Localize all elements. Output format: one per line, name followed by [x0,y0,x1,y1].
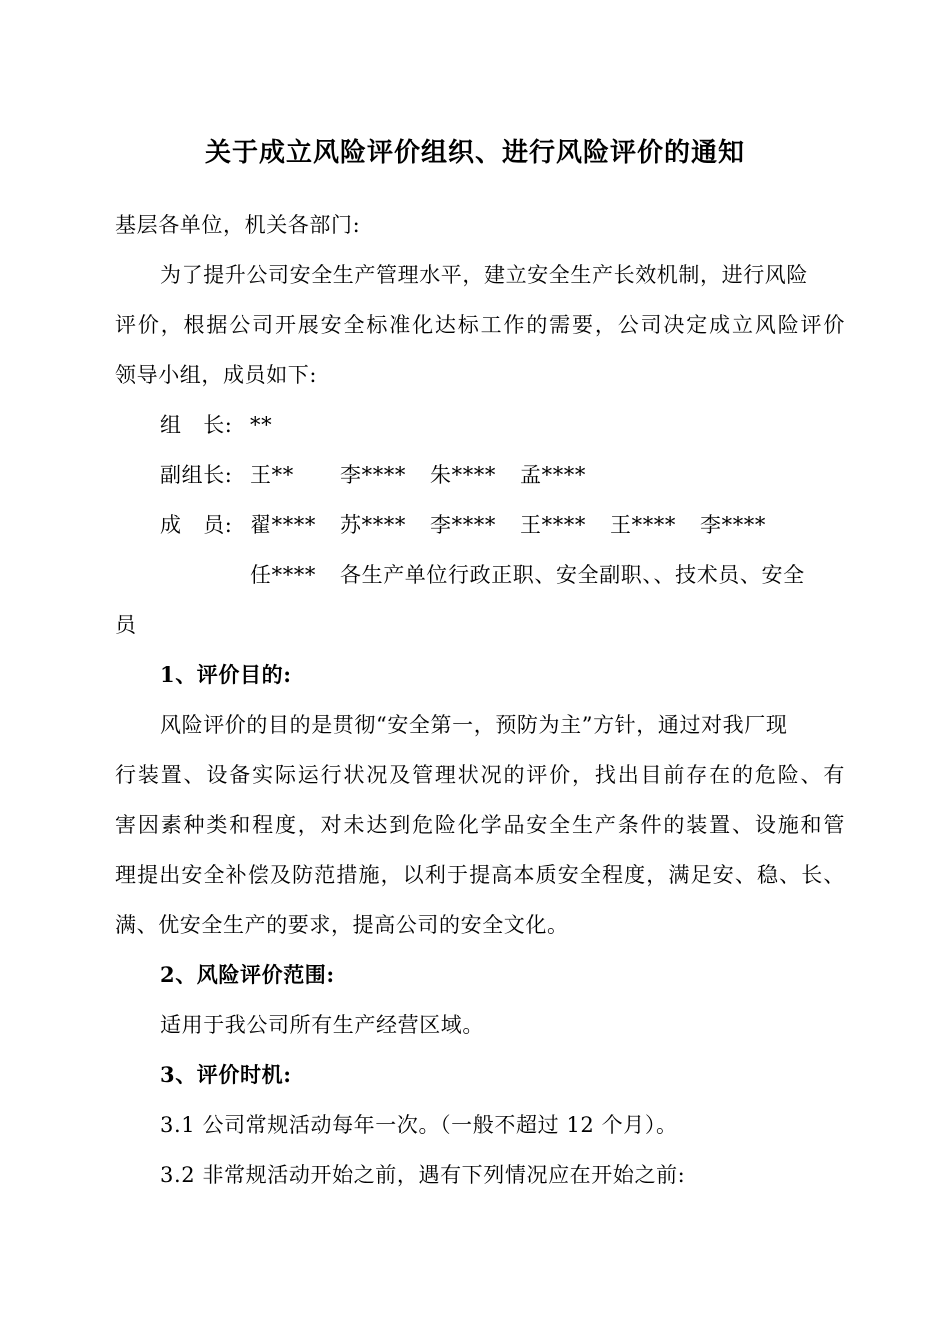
member-row [160,510,766,540]
deputy-label: 副组长: [160,463,233,487]
member-extra-tail: 员 [115,613,137,637]
section-2-heading: 2、风险评价范围: [160,962,335,987]
intro-line-2: 评价，根据公司开展安全标准化达标工作的需要，公司决定成立风险评价 [115,313,845,337]
member-name: 王**** [520,513,586,537]
member-name: 任**** [250,563,316,587]
member-name: 李**** [700,513,766,537]
section-1-line-5: 满、优安全生产的要求，提高公司的安全文化。 [115,913,569,937]
section-1-line-1: 风险评价的目的是贯彻“安全第一，预防为主”方针，通过对我厂现 [160,713,788,737]
member-name: 翟**** [250,513,316,537]
member-name: 王**** [610,513,676,537]
section-3-item-1: 3.1 公司常规活动每年一次。（一般不超过 12 个月）。 [160,1113,678,1137]
leader-name: ** [250,413,273,437]
leader-row [160,410,272,440]
section-1-line-3: 害因素种类和程度，对未达到危险化学品安全生产条件的装置、设施和管 [115,813,845,837]
intro-line-1: 为了提升公司安全生产管理水平，建立安全生产长效机制，进行风险 [160,263,808,287]
section-2-text: 适用于我公司所有生产经营区域。 [160,1013,484,1037]
member-name: 李**** [430,513,496,537]
deputy-name: 孟**** [520,463,586,487]
deputy-row [160,460,586,490]
member-extra-row [250,560,805,590]
section-1-heading: 1、评价目的: [160,662,292,687]
leader-label: 组 长: [160,413,233,437]
page-title: 关于成立风险评价组织、进行风险评价的通知 [204,138,745,168]
intro-line-3: 领导小组，成员如下: [115,363,318,387]
section-3-item-2: 3.2 非常规活动开始之前，遇有下列情况应在开始之前: [160,1163,686,1187]
deputy-name: 朱**** [430,463,496,487]
member-extra-text: 各生产单位行政正职、安全副职、、技术员、安全 [340,563,805,587]
deputy-name: 李**** [340,463,406,487]
section-1-line-4: 理提出安全补偿及防范措施，以利于提高本质安全程度，满足安、稳、长、 [115,863,845,887]
deputy-name: 王** [250,463,294,487]
member-name: 苏**** [340,513,406,537]
section-3-heading: 3、评价时机: [160,1062,292,1087]
member-label: 成 员: [160,513,233,537]
salutation: 基层各单位，机关各部门: [115,213,361,237]
section-1-line-2: 行装置、设备实际运行状况及管理状况的评价，找出目前存在的危险、有 [115,763,845,787]
